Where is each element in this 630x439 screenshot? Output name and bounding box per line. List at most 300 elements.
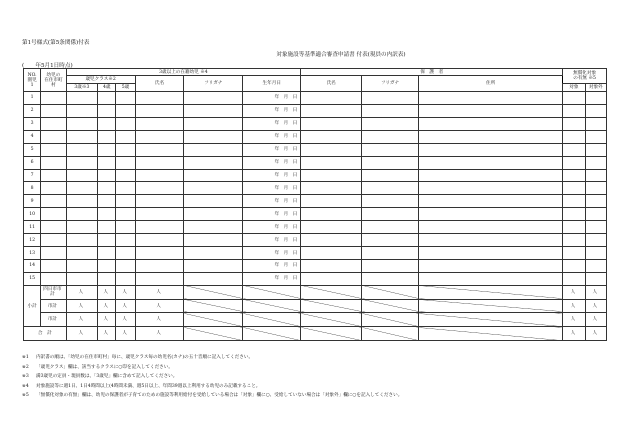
child-furigana-cell[interactable] bbox=[184, 234, 243, 247]
day-char: 日 bbox=[292, 198, 298, 204]
address-cell[interactable] bbox=[418, 195, 562, 208]
age4-cell[interactable] bbox=[98, 117, 116, 130]
birthdate-cell[interactable] bbox=[243, 272, 301, 285]
address-cell[interactable] bbox=[418, 208, 562, 221]
year-char: 年 bbox=[274, 211, 280, 217]
child-furigana-blank bbox=[184, 313, 243, 327]
age5-cell[interactable] bbox=[116, 195, 135, 208]
age5-cell[interactable] bbox=[116, 272, 135, 285]
municipality-cell[interactable] bbox=[41, 92, 66, 105]
age4-cell[interactable] bbox=[98, 104, 116, 117]
day-char: 日 bbox=[292, 185, 298, 191]
age5-cell[interactable] bbox=[116, 169, 135, 182]
birthdate-cell[interactable] bbox=[243, 234, 301, 247]
age4-cell[interactable] bbox=[98, 130, 116, 143]
guardian-furigana-cell[interactable] bbox=[362, 182, 419, 195]
target-cell[interactable] bbox=[563, 92, 585, 105]
person-unit: 人 bbox=[156, 289, 161, 295]
child-name-count[interactable] bbox=[135, 313, 184, 327]
municipality-cell[interactable] bbox=[41, 130, 66, 143]
age3-cell[interactable] bbox=[66, 272, 97, 285]
age4-cell[interactable] bbox=[98, 195, 116, 208]
year-char: 年 bbox=[274, 108, 280, 114]
age5-count[interactable] bbox=[116, 299, 135, 313]
age5-count[interactable] bbox=[116, 313, 135, 327]
address-cell[interactable] bbox=[418, 104, 562, 117]
col-guardian-name: 氏名 bbox=[301, 76, 362, 92]
person-unit: 人 bbox=[103, 317, 109, 323]
age4-cell[interactable] bbox=[98, 272, 116, 285]
birthdate-blank bbox=[243, 285, 301, 299]
guardian-name-cell[interactable] bbox=[301, 272, 362, 285]
col-birthdate: 生年月日 bbox=[243, 76, 301, 92]
guardian-furigana-cell[interactable] bbox=[362, 117, 419, 130]
birthdate-cell[interactable] bbox=[243, 104, 301, 117]
non-target-cell[interactable] bbox=[585, 130, 606, 143]
person-unit: 人 bbox=[592, 331, 598, 337]
address-cell[interactable] bbox=[418, 130, 562, 143]
person-unit: 人 bbox=[570, 331, 576, 337]
birthdate-cell[interactable] bbox=[243, 117, 301, 130]
child-furigana-cell[interactable] bbox=[184, 221, 243, 234]
target-cell[interactable] bbox=[563, 117, 585, 130]
non-target-cell[interactable] bbox=[585, 117, 606, 130]
target-cell[interactable] bbox=[563, 182, 585, 195]
day-char: 日 bbox=[292, 250, 298, 256]
day-char: 日 bbox=[292, 263, 298, 269]
month-char: 月 bbox=[283, 250, 289, 256]
table-row bbox=[24, 234, 607, 247]
col-target: 対象 bbox=[563, 84, 585, 92]
child-name-cell[interactable] bbox=[135, 221, 184, 234]
municipality-cell[interactable] bbox=[41, 221, 66, 234]
age3-count[interactable] bbox=[66, 299, 97, 313]
municipality-cell[interactable] bbox=[41, 169, 66, 182]
age5-cell[interactable] bbox=[116, 208, 135, 221]
guardian-name-blank bbox=[301, 299, 362, 313]
subtotal-label: 小計 bbox=[24, 285, 41, 326]
child-name-cell[interactable] bbox=[135, 117, 184, 130]
address-cell[interactable] bbox=[418, 259, 562, 272]
age5-cell[interactable] bbox=[116, 259, 135, 272]
age5-count[interactable] bbox=[116, 285, 135, 299]
col-age3-group: 3歳以上の在籍幼児 ※4 bbox=[66, 69, 301, 76]
col-non-target: 対象外 bbox=[585, 84, 606, 92]
guardian-name-cell[interactable] bbox=[301, 92, 362, 105]
municipality-cell[interactable] bbox=[41, 104, 66, 117]
age4-cell[interactable] bbox=[98, 259, 116, 272]
guardian-furigana-blank bbox=[362, 285, 419, 299]
target-cell[interactable] bbox=[563, 130, 585, 143]
guardian-name-cell[interactable] bbox=[301, 130, 362, 143]
guardian-name-cell[interactable] bbox=[301, 143, 362, 156]
municipality-subtotal-label: 市計 bbox=[41, 299, 66, 313]
total-row bbox=[24, 327, 607, 341]
age4-cell[interactable] bbox=[98, 169, 116, 182]
non-target-count[interactable] bbox=[585, 285, 606, 299]
row-number: 15 bbox=[24, 272, 41, 285]
footnote-key: ※4 bbox=[22, 383, 29, 389]
guardian-furigana-cell[interactable] bbox=[362, 104, 419, 117]
age3-cell[interactable] bbox=[66, 117, 97, 130]
document-title: 対象施設等基準適合審査申請書 付表(現員の内訳表) bbox=[276, 52, 406, 58]
guardian-furigana-cell[interactable] bbox=[362, 208, 419, 221]
municipality-cell[interactable] bbox=[41, 195, 66, 208]
subtotal-row bbox=[24, 313, 607, 327]
row-number: 8 bbox=[24, 182, 41, 195]
municipality-cell[interactable] bbox=[41, 247, 66, 260]
col-guardian-furigana: フリガナ bbox=[362, 76, 419, 92]
non-target-cell[interactable] bbox=[585, 169, 606, 182]
child-furigana-cell[interactable] bbox=[184, 182, 243, 195]
person-unit: 人 bbox=[122, 331, 127, 337]
guardian-furigana-blank bbox=[362, 299, 419, 313]
footnote-key: ※1 bbox=[22, 355, 29, 360]
age5-cell[interactable] bbox=[116, 143, 135, 156]
non-target-cell[interactable] bbox=[585, 208, 606, 221]
municipality-cell[interactable] bbox=[41, 156, 66, 169]
guardian-name-cell[interactable] bbox=[301, 182, 362, 195]
non-target-cell[interactable] bbox=[585, 92, 606, 105]
age3-count[interactable] bbox=[66, 285, 97, 299]
year-char: 年 bbox=[274, 172, 280, 178]
footnote-text: 対象施設等に週1日、1日4時間以上(4時間未満、週5日以上、年間39週以上利用する幼児のみ記載すること。 bbox=[36, 383, 261, 389]
year-char: 年 bbox=[274, 147, 280, 153]
year-char: 年 bbox=[274, 224, 280, 230]
child-name-cell[interactable] bbox=[135, 143, 184, 156]
age4-cell[interactable] bbox=[98, 234, 116, 247]
non-target-count[interactable] bbox=[585, 313, 606, 327]
birthdate-blank bbox=[243, 327, 301, 341]
child-name-cell[interactable] bbox=[135, 182, 184, 195]
guardian-name-cell[interactable] bbox=[301, 169, 362, 182]
day-char: 日 bbox=[292, 160, 298, 166]
target-cell[interactable] bbox=[563, 247, 585, 260]
age3-cell[interactable] bbox=[66, 143, 97, 156]
age3-cell[interactable] bbox=[66, 234, 97, 247]
col-age3: 3歳※3 bbox=[66, 84, 97, 92]
guardian-furigana-blank bbox=[362, 313, 419, 327]
day-char: 日 bbox=[292, 121, 298, 127]
child-name-cell[interactable] bbox=[135, 169, 184, 182]
age3-count[interactable] bbox=[66, 327, 97, 341]
municipality-subtotal-label: 四日市市計 bbox=[41, 285, 66, 299]
person-unit: 人 bbox=[570, 317, 576, 323]
person-unit: 人 bbox=[103, 289, 109, 295]
guardian-furigana-cell[interactable] bbox=[362, 272, 419, 285]
child-furigana-cell[interactable] bbox=[184, 272, 243, 285]
child-furigana-cell[interactable] bbox=[184, 169, 243, 182]
target-cell[interactable] bbox=[563, 169, 585, 182]
municipality-cell[interactable] bbox=[41, 259, 66, 272]
child-furigana-cell[interactable] bbox=[184, 92, 243, 105]
target-cell[interactable] bbox=[563, 104, 585, 117]
guardian-furigana-cell[interactable] bbox=[362, 143, 419, 156]
footnote-item bbox=[22, 382, 402, 392]
guardian-name-cell[interactable] bbox=[301, 104, 362, 117]
table-row bbox=[24, 221, 607, 234]
child-furigana-cell[interactable] bbox=[184, 247, 243, 260]
person-unit: 人 bbox=[103, 331, 109, 337]
day-char: 日 bbox=[292, 134, 298, 140]
address-cell[interactable] bbox=[418, 272, 562, 285]
age4-cell[interactable] bbox=[98, 208, 116, 221]
age4-cell[interactable] bbox=[98, 182, 116, 195]
child-name-cell[interactable] bbox=[135, 195, 184, 208]
row-number: 11 bbox=[24, 221, 41, 234]
guardian-name-cell[interactable] bbox=[301, 208, 362, 221]
row-number: 9 bbox=[24, 195, 41, 208]
person-unit: 人 bbox=[570, 289, 576, 295]
guardian-name-cell[interactable] bbox=[301, 195, 362, 208]
target-cell[interactable] bbox=[563, 259, 585, 272]
age5-cell[interactable] bbox=[116, 156, 135, 169]
birthdate-cell[interactable] bbox=[243, 92, 301, 105]
month-char: 月 bbox=[283, 172, 289, 178]
age4-count[interactable] bbox=[98, 299, 116, 313]
age3-cell[interactable] bbox=[66, 247, 97, 260]
birthdate-cell[interactable] bbox=[243, 208, 301, 221]
child-name-cell[interactable] bbox=[135, 104, 184, 117]
age3-cell[interactable] bbox=[66, 208, 97, 221]
child-name-cell[interactable] bbox=[135, 259, 184, 272]
child-name-cell[interactable] bbox=[135, 156, 184, 169]
age3-cell[interactable] bbox=[66, 169, 97, 182]
non-target-cell[interactable] bbox=[585, 104, 606, 117]
child-furigana-cell[interactable] bbox=[184, 156, 243, 169]
address-blank bbox=[418, 313, 562, 327]
address-cell[interactable] bbox=[418, 234, 562, 247]
roster-table bbox=[23, 68, 607, 341]
target-cell[interactable] bbox=[563, 156, 585, 169]
guardian-name-cell[interactable] bbox=[301, 221, 362, 234]
person-unit: 人 bbox=[592, 289, 598, 295]
person-unit: 人 bbox=[592, 303, 598, 309]
non-target-cell[interactable] bbox=[585, 156, 606, 169]
address-cell[interactable] bbox=[418, 247, 562, 260]
birthdate-cell[interactable] bbox=[243, 156, 301, 169]
guardian-name-cell[interactable] bbox=[301, 259, 362, 272]
footnote-key: ※5 bbox=[22, 393, 29, 399]
age4-cell[interactable] bbox=[98, 92, 116, 105]
birthdate-cell[interactable] bbox=[243, 247, 301, 260]
target-count[interactable] bbox=[563, 313, 585, 327]
age5-cell[interactable] bbox=[116, 247, 135, 260]
table-row bbox=[24, 195, 607, 208]
target-cell[interactable] bbox=[563, 221, 585, 234]
target-cell[interactable] bbox=[563, 234, 585, 247]
age4-count[interactable] bbox=[98, 313, 116, 327]
form-number: 第1号様式(第5条関係)付表 bbox=[22, 40, 90, 46]
age5-cell[interactable] bbox=[116, 92, 135, 105]
col-age5: 5歳 bbox=[116, 84, 135, 92]
guardian-furigana-blank bbox=[362, 327, 419, 341]
person-unit: 人 bbox=[592, 317, 598, 323]
guardian-name-cell[interactable] bbox=[301, 247, 362, 260]
birthdate-cell[interactable] bbox=[243, 182, 301, 195]
child-name-count[interactable] bbox=[135, 327, 184, 341]
year-char: 年 bbox=[274, 95, 280, 101]
address-cell[interactable] bbox=[418, 143, 562, 156]
subtotal-row bbox=[24, 285, 607, 299]
guardian-furigana-cell[interactable] bbox=[362, 247, 419, 260]
age4-cell[interactable] bbox=[98, 247, 116, 260]
row-number: 12 bbox=[24, 234, 41, 247]
table-row bbox=[24, 92, 607, 105]
table-row bbox=[24, 247, 607, 260]
target-cell[interactable] bbox=[563, 208, 585, 221]
birthdate-cell[interactable] bbox=[243, 130, 301, 143]
age3-cell[interactable] bbox=[66, 92, 97, 105]
guardian-name-blank bbox=[301, 285, 362, 299]
child-furigana-cell[interactable] bbox=[184, 208, 243, 221]
age4-cell[interactable] bbox=[98, 221, 116, 234]
address-cell[interactable] bbox=[418, 182, 562, 195]
guardian-furigana-cell[interactable] bbox=[362, 259, 419, 272]
child-name-cell[interactable] bbox=[135, 130, 184, 143]
as-of-date: ( 年5月1日時点) bbox=[22, 63, 73, 69]
child-furigana-blank bbox=[184, 327, 243, 341]
col-no: NO. 園児 1 bbox=[24, 69, 41, 92]
address-cell[interactable] bbox=[418, 117, 562, 130]
municipality-cell[interactable] bbox=[41, 234, 66, 247]
target-cell[interactable] bbox=[563, 195, 585, 208]
target-cell[interactable] bbox=[563, 143, 585, 156]
col-age4: 4歳 bbox=[98, 84, 116, 92]
age3-cell[interactable] bbox=[66, 156, 97, 169]
year-char: 年 bbox=[274, 276, 280, 282]
birthdate-cell[interactable] bbox=[243, 195, 301, 208]
municipality-cell[interactable] bbox=[41, 272, 66, 285]
child-furigana-cell[interactable] bbox=[184, 130, 243, 143]
child-name-cell[interactable] bbox=[135, 234, 184, 247]
child-furigana-cell[interactable] bbox=[184, 143, 243, 156]
age3-cell[interactable] bbox=[66, 195, 97, 208]
footnote-text: 内訳書の順は、「幼児の在住市町村」毎に、歳児クラス毎の幼児名(カナ)の五十音順に記入してください。 bbox=[36, 355, 254, 360]
guardian-furigana-cell[interactable] bbox=[362, 169, 419, 182]
month-char: 月 bbox=[283, 211, 289, 217]
month-char: 月 bbox=[283, 224, 289, 230]
child-name-count[interactable] bbox=[135, 299, 184, 313]
age5-cell[interactable] bbox=[116, 117, 135, 130]
child-furigana-cell[interactable] bbox=[184, 117, 243, 130]
municipality-cell[interactable] bbox=[41, 117, 66, 130]
guardian-name-cell[interactable] bbox=[301, 117, 362, 130]
guardian-furigana-cell[interactable] bbox=[362, 221, 419, 234]
non-target-count[interactable] bbox=[585, 327, 606, 341]
child-name-cell[interactable] bbox=[135, 208, 184, 221]
non-target-cell[interactable] bbox=[585, 272, 606, 285]
target-count[interactable] bbox=[563, 285, 585, 299]
birthdate-blank bbox=[243, 313, 301, 327]
col-class-group: 歳児クラス※2 bbox=[66, 76, 135, 84]
day-char: 日 bbox=[292, 237, 298, 243]
table-row bbox=[24, 182, 607, 195]
municipality-cell[interactable] bbox=[41, 143, 66, 156]
address-cell[interactable] bbox=[418, 221, 562, 234]
person-unit: 人 bbox=[122, 303, 127, 309]
target-cell[interactable] bbox=[563, 272, 585, 285]
guardian-furigana-cell[interactable] bbox=[362, 130, 419, 143]
col-municipality: 幼児の 在住市町 村 bbox=[41, 69, 66, 92]
non-target-cell[interactable] bbox=[585, 221, 606, 234]
target-count[interactable] bbox=[563, 327, 585, 341]
age4-count[interactable] bbox=[98, 327, 116, 341]
age3-cell[interactable] bbox=[66, 104, 97, 117]
non-target-count[interactable] bbox=[585, 299, 606, 313]
age4-count[interactable] bbox=[98, 285, 116, 299]
month-char: 月 bbox=[283, 121, 289, 127]
row-number: 2 bbox=[24, 104, 41, 117]
age4-cell[interactable] bbox=[98, 156, 116, 169]
age3-cell[interactable] bbox=[66, 221, 97, 234]
guardian-furigana-cell[interactable] bbox=[362, 156, 419, 169]
non-target-cell[interactable] bbox=[585, 234, 606, 247]
day-char: 日 bbox=[292, 108, 298, 114]
child-name-cell[interactable] bbox=[135, 272, 184, 285]
child-name-cell[interactable] bbox=[135, 92, 184, 105]
address-cell[interactable] bbox=[418, 156, 562, 169]
age5-cell[interactable] bbox=[116, 104, 135, 117]
age3-cell[interactable] bbox=[66, 130, 97, 143]
non-target-cell[interactable] bbox=[585, 259, 606, 272]
target-count[interactable] bbox=[563, 299, 585, 313]
footnote-item bbox=[22, 372, 402, 382]
child-furigana-cell[interactable] bbox=[184, 104, 243, 117]
birthdate-cell[interactable] bbox=[243, 221, 301, 234]
child-furigana-blank bbox=[184, 299, 243, 313]
age5-cell[interactable] bbox=[116, 130, 135, 143]
age3-cell[interactable] bbox=[66, 182, 97, 195]
child-furigana-cell[interactable] bbox=[184, 195, 243, 208]
age3-count[interactable] bbox=[66, 313, 97, 327]
guardian-furigana-cell[interactable] bbox=[362, 195, 419, 208]
municipality-cell[interactable] bbox=[41, 208, 66, 221]
col-guardian-group: 保 護 者 bbox=[301, 69, 563, 76]
footnote-item bbox=[22, 391, 402, 401]
birthdate-cell[interactable] bbox=[243, 143, 301, 156]
month-char: 月 bbox=[283, 237, 289, 243]
footnote-item bbox=[22, 353, 402, 363]
municipality-cell[interactable] bbox=[41, 182, 66, 195]
guardian-name-blank bbox=[301, 313, 362, 327]
guardian-furigana-cell[interactable] bbox=[362, 234, 419, 247]
non-target-cell[interactable] bbox=[585, 143, 606, 156]
child-furigana-cell[interactable] bbox=[184, 259, 243, 272]
child-name-cell[interactable] bbox=[135, 247, 184, 260]
table-row bbox=[24, 156, 607, 169]
non-target-cell[interactable] bbox=[585, 247, 606, 260]
age4-cell[interactable] bbox=[98, 143, 116, 156]
person-unit: 人 bbox=[122, 317, 127, 323]
birthdate-cell[interactable] bbox=[243, 259, 301, 272]
guardian-furigana-cell[interactable] bbox=[362, 92, 419, 105]
guardian-name-cell[interactable] bbox=[301, 234, 362, 247]
child-name-count[interactable] bbox=[135, 285, 184, 299]
age5-cell[interactable] bbox=[116, 221, 135, 234]
age3-cell[interactable] bbox=[66, 259, 97, 272]
guardian-name-cell[interactable] bbox=[301, 156, 362, 169]
birthdate-cell[interactable] bbox=[243, 169, 301, 182]
address-cell[interactable] bbox=[418, 169, 562, 182]
age5-cell[interactable] bbox=[116, 234, 135, 247]
age5-cell[interactable] bbox=[116, 182, 135, 195]
non-target-cell[interactable] bbox=[585, 182, 606, 195]
age5-count[interactable] bbox=[116, 327, 135, 341]
non-target-cell[interactable] bbox=[585, 195, 606, 208]
footnote-item bbox=[22, 363, 402, 373]
address-cell[interactable] bbox=[418, 92, 562, 105]
